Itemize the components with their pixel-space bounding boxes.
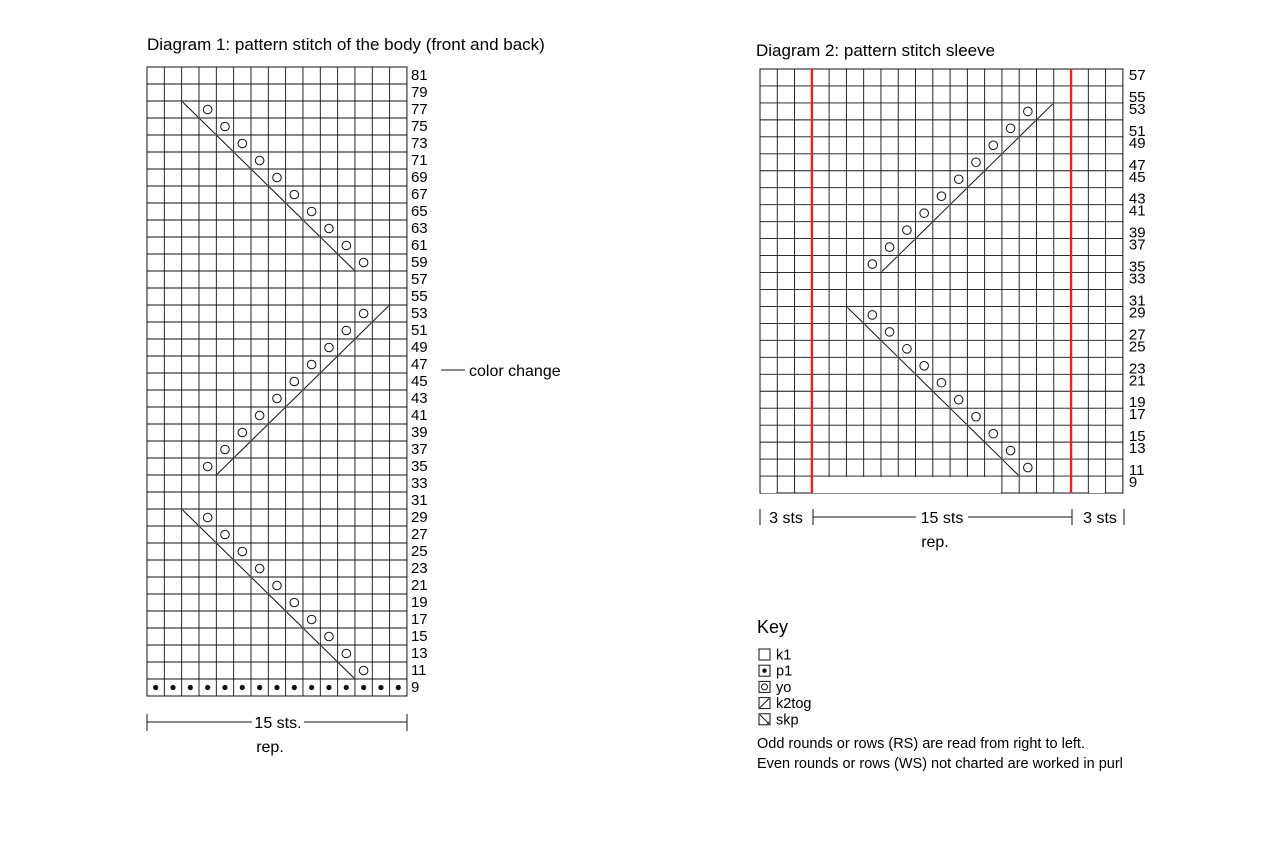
diagram1-repeat-label: 15 sts. [254, 715, 302, 732]
diagram2-row-label: 17 [1128, 406, 1146, 424]
diagram1-row-label: 25 [410, 543, 428, 560]
diagram1-row-label: 41 [410, 407, 428, 424]
diagram1-row-label: 29 [410, 509, 428, 526]
p1-icon [309, 685, 314, 690]
diagram1-grid [147, 67, 407, 696]
diagram2-row-label: 47 [1128, 156, 1146, 174]
diagram2-row-label: 21 [1128, 372, 1146, 390]
diagram1-row-label: 17 [410, 611, 428, 628]
p1-icon [240, 685, 245, 690]
p1-icon [205, 685, 210, 690]
diagram2-left-label: 3 sts [769, 510, 803, 527]
p1-icon [378, 685, 383, 690]
diagram1-row-label: 77 [410, 101, 428, 118]
diagram2-row-label: 41 [1128, 202, 1146, 220]
p1-icon [292, 685, 297, 690]
p1-icon [274, 685, 279, 690]
diagram2-row-label: 13 [1128, 440, 1146, 458]
diagram2-row-label: 15 [1128, 428, 1146, 446]
diagram1-row-label: 79 [410, 84, 428, 101]
p1-icon [361, 685, 366, 690]
diagram2-row-label: 53 [1128, 100, 1146, 118]
p1-icon [170, 685, 175, 690]
k2tog-icon [759, 698, 770, 709]
diagram2-grid [760, 69, 1123, 493]
key-list [759, 648, 811, 729]
diagram2-row-label: 23 [1128, 360, 1146, 378]
diagram1-row-label: 45 [410, 373, 428, 390]
diagram2-repeat-sublabel: rep. [921, 534, 949, 551]
diagram2-row-label: 49 [1128, 134, 1146, 152]
diagram2-row-label: 27 [1128, 326, 1146, 344]
diagram1-row-labels [411, 67, 428, 696]
diagram1-row-label: 63 [410, 220, 428, 237]
diagram2-row-label: 55 [1128, 88, 1146, 106]
key-symbol-box [759, 649, 770, 660]
key-symbol-box [759, 681, 770, 692]
diagram2-row-label: 43 [1128, 190, 1146, 208]
diagram2-row-labels [1129, 67, 1146, 491]
diagram1-row-label: 73 [410, 135, 428, 152]
p1-icon [326, 685, 331, 690]
diagram1-row-label: 43 [410, 390, 428, 407]
p1-icon [153, 685, 158, 690]
diagram1-repeat-sublabel: rep. [256, 739, 284, 756]
skp-icon [759, 714, 770, 725]
grid-bottom-blank [813, 477, 1001, 493]
diagram1-row-label: 67 [410, 186, 428, 203]
diagram1-row-label: 35 [410, 458, 428, 475]
diagram1-row-label: 27 [410, 526, 428, 543]
k1-icon [759, 649, 770, 660]
grid-outline [760, 69, 1123, 493]
diagram1-row-label: 39 [410, 424, 428, 441]
diagram2-row-label: 9 [1128, 474, 1138, 492]
diagram1-row-label: 47 [410, 356, 428, 373]
diagram2-row-label: 57 [1128, 67, 1146, 84]
key-item-label: k2tog [776, 696, 812, 713]
diagram2-row-label: 33 [1128, 270, 1146, 288]
color-change-label: color change [469, 363, 561, 380]
diagram1-row-label: 13 [410, 645, 428, 662]
grid-bottom-blank [1089, 477, 1104, 493]
diagram1-row-label: 55 [410, 288, 428, 305]
p1-dot [762, 669, 766, 673]
diagram1-row-label: 75 [410, 118, 428, 135]
key-item-label: k1 [776, 647, 792, 664]
diagram1-row-label: 51 [410, 322, 428, 339]
diagram1-row-label: 19 [410, 594, 428, 611]
diagram2-title: Diagram 2: pattern stitch sleeve [756, 41, 996, 60]
key-title: Key [757, 617, 789, 637]
diagram1-row-label: 33 [410, 475, 428, 492]
diagram2-row-label: 29 [1128, 304, 1146, 322]
diagram1-row-label: 49 [410, 339, 428, 356]
diagram2-row-label: 25 [1128, 338, 1146, 356]
diagram2-row-label: 45 [1128, 168, 1146, 186]
diagram2-row-label: 35 [1128, 258, 1146, 276]
diagram2-row-label: 37 [1128, 236, 1146, 254]
diagram1-row-label: 37 [410, 441, 428, 458]
key-item-label: yo [776, 679, 792, 696]
diagram1-row-label: 53 [410, 305, 428, 322]
diagram1-row-label: 31 [410, 492, 428, 509]
diagram2-row-label: 11 [1128, 462, 1145, 480]
diagram1-row-label: 9 [410, 679, 420, 696]
diagram1-row-label: 57 [410, 271, 428, 288]
diagram2-row-label: 31 [1128, 292, 1146, 310]
p1-icon [344, 685, 349, 690]
p1-icon [759, 665, 770, 676]
p1-icon [396, 685, 401, 690]
diagram1-row-label: 15 [410, 628, 428, 645]
p1-icon [222, 685, 227, 690]
key-item-label: skp [776, 712, 799, 729]
grid-outline [147, 67, 407, 696]
diagram1-row-label: 65 [410, 203, 428, 220]
diagram1-row-label: 11 [410, 662, 427, 679]
diagram2-row-label: 19 [1128, 394, 1146, 412]
yo-icon [759, 681, 770, 692]
diagram2-repeat-label: 15 sts [920, 510, 964, 527]
diagram2-row-label: 39 [1128, 224, 1146, 242]
key-note-even: Even rounds or rows (WS) not charted are worked in purl [757, 756, 1123, 772]
key-note-odd: Odd rounds or rows (RS) are read from right to left. [757, 736, 1085, 752]
diagram1-row-label: 23 [410, 560, 428, 577]
diagram1-row-label: 61 [410, 237, 428, 254]
key-item-label: p1 [776, 663, 793, 680]
diagram1-row-label: 81 [410, 67, 428, 84]
diagram1-row-label: 69 [410, 169, 428, 186]
diagram1-row-label: 71 [410, 152, 428, 169]
p1-icon [257, 685, 262, 690]
grid-bottom-blank [761, 477, 776, 493]
diagram1-row-label: 21 [410, 577, 428, 594]
p1-icon [188, 685, 193, 690]
diagram1-title: Diagram 1: pattern stitch of the body (front and back) [147, 35, 545, 54]
diagram1-row-label: 59 [410, 254, 428, 271]
diagram2-right-label: 3 sts [1083, 510, 1117, 527]
diagram2-row-label: 51 [1128, 122, 1146, 140]
